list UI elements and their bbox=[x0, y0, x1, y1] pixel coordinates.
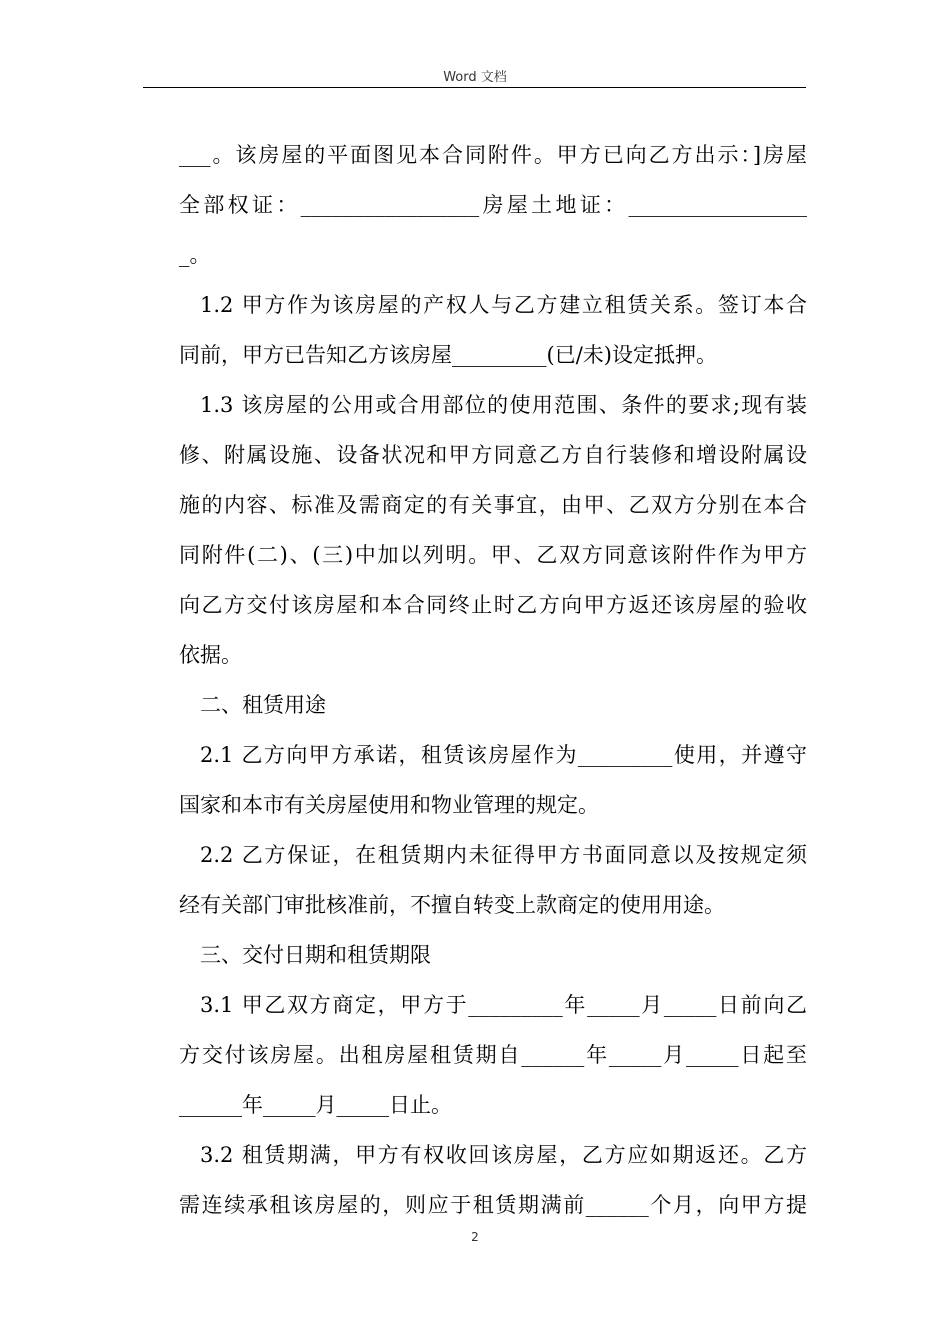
body-line: 向乙方交付该房屋和本合同终止时乙方向甲方返还该房屋的验收 bbox=[179, 593, 807, 617]
body-line: 需连续承租该房屋的，则应于租赁期满前______个月，向甲方提 bbox=[179, 1193, 807, 1217]
body-line: 3.2 租赁期满，甲方有权收回该房屋，乙方应如期返还。乙方 bbox=[200, 1143, 807, 1167]
body-line: 施的内容、标准及需商定的有关事宜，由甲、乙双方分别在本合 bbox=[179, 493, 807, 517]
header-rule bbox=[143, 87, 806, 88]
body-line: ______年_____月_____日止。 bbox=[179, 1093, 452, 1117]
body-line: 全部权证：_________________房屋土地证：_________________ bbox=[179, 193, 807, 217]
body-line: 1.2 甲方作为该房屋的产权人与乙方建立租赁关系。签订本合 bbox=[200, 293, 807, 317]
body-line: 1.3 该房屋的公用或合用部位的使用范围、条件的要求;现有装 bbox=[200, 393, 807, 417]
body-line: 同附件(二)、(三)中加以列明。甲、乙双方同意该附件作为甲方 bbox=[179, 543, 807, 567]
body-line: 方交付该房屋。出租房屋租赁期自______年_____月_____日起至 bbox=[179, 1043, 807, 1067]
body-line: 经有关部门审批核准前，不擅自转变上款商定的使用用途。 bbox=[179, 893, 725, 917]
document-body bbox=[179, 130, 807, 1230]
body-line: 依据。 bbox=[179, 643, 242, 667]
page-header: Word 文档 bbox=[443, 70, 507, 85]
body-line: 2.1 乙方向甲方承诺，租赁该房屋作为_________使用，并遵守 bbox=[200, 743, 807, 767]
body-line: 3.1 甲乙双方商定，甲方于_________年_____月_____日前向乙 bbox=[200, 993, 807, 1017]
body-line: 修、附属设施、设备状况和甲方同意乙方自行装修和增设附属设 bbox=[179, 443, 807, 467]
section-heading: 二、租赁用途 bbox=[200, 693, 326, 717]
body-line: _。 bbox=[179, 243, 211, 267]
body-line: 国家和本市有关房屋使用和物业管理的规定。 bbox=[179, 793, 599, 817]
body-line: 2.2 乙方保证，在租赁期内未征得甲方书面同意以及按规定须 bbox=[200, 843, 807, 867]
body-line: ___。该房屋的平面图见本合同附件。甲方已向乙方出示：]房屋 bbox=[179, 143, 807, 167]
section-heading: 三、交付日期和租赁期限 bbox=[200, 943, 431, 967]
page-number: 2 bbox=[471, 1230, 479, 1244]
body-line: 同前，甲方已告知乙方该房屋_________(已/未)设定抵押。 bbox=[179, 343, 717, 367]
